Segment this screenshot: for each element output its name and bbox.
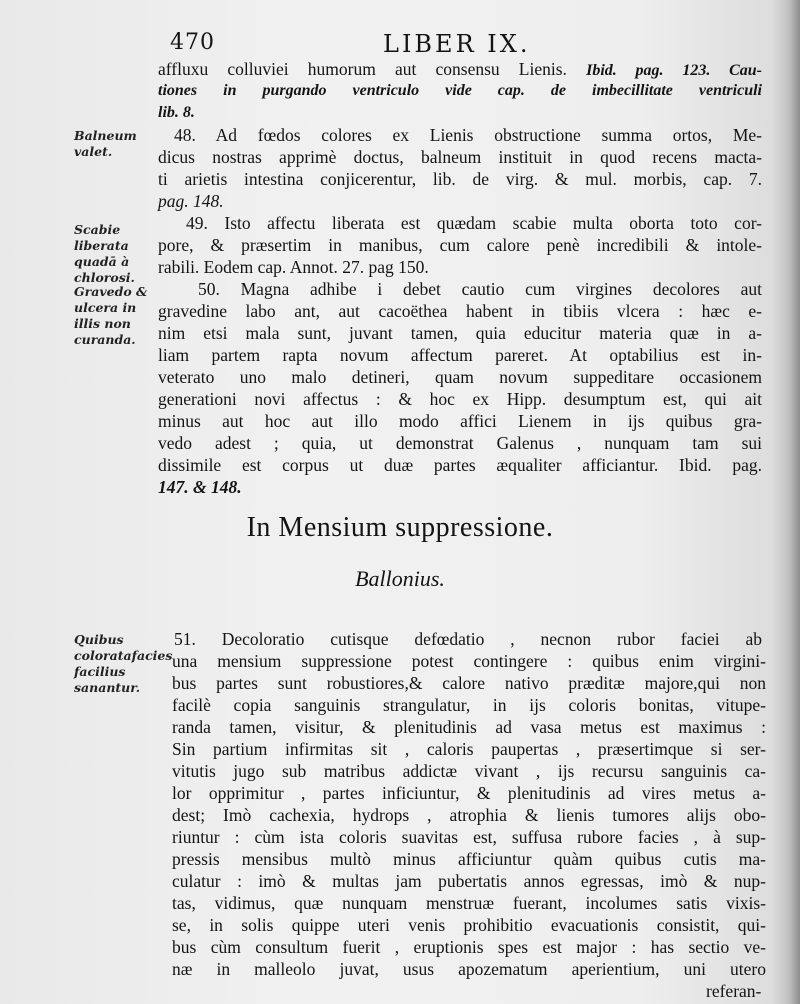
- margin-note-scabie: Scabie liberata quadā à chlorosi.: [74, 222, 135, 285]
- paragraph-51-line: pressis mensibus multò minus afficiuntur quàm quibus cutis ma-: [172, 849, 766, 869]
- paragraph-51-line: lor opprimitur , partes inficiuntur, & plenitudinis ad vires metus a-: [172, 783, 766, 803]
- paragraph-51-line: næ in malleolo juvat, usus apozematum aperientium, uni utero: [172, 959, 766, 979]
- paragraph-49-line: 49. Isto affectu liberata est quædam scabie multa oborta toto cor-: [186, 213, 762, 233]
- paragraph-50-line: veterato uno malo detineri, quam novum suppeditare occasionem: [158, 367, 762, 387]
- paragraph-51-line: culatur : imò & multas jam pubertatis annos egressas, imò & nup-: [172, 871, 766, 891]
- text-line: affluxu colluviei humorum aut consensu Lienis. Ibid. pag. 123. Cau-: [158, 59, 763, 79]
- paragraph-48-line: ti arietis intestina conjicerentur, lib. de virg. & mul. morbis, cap. 7.: [158, 169, 762, 189]
- paragraph-51-line: vitutis jugo sub matribus addictæ vivant , ijs recursu sanguinis ca-: [172, 761, 766, 781]
- paragraph-51-line: riuntur : cùm ista coloris suavitas est, suffusa rubore facies , à sup-: [172, 827, 766, 847]
- paragraph-48-line: dicus nostras apprimè doctus, balneum instituit in quod recens macta-: [158, 147, 762, 167]
- margin-note-gravedo: Gravedo & ulcera in illis non curanda.: [74, 284, 148, 347]
- page-number: 470: [170, 30, 215, 55]
- paragraph-50-line: nim etsi mala sunt, juvant tamen, quia educitur materia quæ in a-: [158, 323, 762, 343]
- paragraph-49-line: rabili. Eodem cap. Annot. 27. pag 150.: [158, 257, 429, 277]
- paragraph-51-line: randa tamen, visitur, & plenitudinis ad vasa metus est maximus :: [172, 717, 766, 737]
- paragraph-48-line: pag. 148.: [158, 191, 224, 211]
- paragraph-51-line: bus partes sunt robustiores,& calore nativo præditæ majore,qui non: [172, 673, 766, 693]
- paragraph-50-line: 147. & 148.: [158, 477, 242, 497]
- paragraph-50-line: liam partem rapta novum affectum pareret. At optabilius est in-: [158, 345, 762, 365]
- paragraph-50-line: 50. Magna adhibe i debet cautio cum virgines decolores aut: [198, 279, 762, 299]
- paragraph-51-line: se, in solis quippe uteri venis prohibitio evacuationis consistit, qui-: [172, 915, 766, 935]
- paragraph-51-line: 51. Decoloratio cutisque defœdatio , necnon rubor faciei ab: [174, 629, 762, 649]
- paragraph-51-line: Sin partium infirmitas sit , caloris paupertas , præsertimque si ser-: [172, 739, 766, 759]
- running-head: LIBER IX.: [383, 30, 531, 58]
- text-line: tiones in purgando ventriculo vide cap. de imbecillitate ventriculi: [158, 82, 762, 99]
- paragraph-51-line: facilè copia sanguinis strangulatur, in ijs coloris bonitas, vitupe-: [172, 695, 766, 715]
- paragraph-51-line: una mensium suppressione potest contingere : quibus enim virgini-: [172, 651, 766, 671]
- margin-note-balneum: Balneum valet.: [74, 128, 137, 159]
- paragraph-50-line: gravedine labo ant, aut cacoëthea habent in tibiis vlcera : hæc e-: [158, 301, 762, 321]
- paragraph-49-line: pore, & præsertim in manibus, cum calore penè incredibili & intole-: [158, 235, 762, 255]
- page-gutter-shadow: [772, 0, 800, 1004]
- paragraph-50-line: generationi novi affectus : & hoc ex Hipp. desumptum est, qui ait: [158, 389, 762, 409]
- page-header: [170, 30, 730, 58]
- margin-note-quibus: Quibus coloratafacies facilius sanantur.: [74, 632, 173, 695]
- paragraph-50-line: dissimile est corpus ut duæ partes æqualiter afficiantur. Ibid. pag.: [158, 455, 762, 475]
- paragraph-51-line: tas, vidimus, quæ nunquam menstruæ fuerant, incolumes satis vixis-: [172, 893, 766, 913]
- section-title: In Mensium suppressione.: [246, 512, 554, 543]
- catchword: referan-: [706, 981, 762, 1001]
- section-author: Ballonius.: [355, 566, 445, 591]
- text-line: lib. 8.: [158, 104, 195, 121]
- paragraph-50-line: minus aut hoc aut illo modo affici Lienem in ijs quibus gra-: [158, 411, 762, 431]
- paragraph-51-line: bus cùm consultum fuerit , eruptionis spes est major : has sectio ve-: [172, 937, 766, 957]
- paragraph-51-line: dest; Imò cachexia, hydrops , atrophia & lienis tumores alijs obo-: [172, 805, 766, 825]
- paragraph-50-line: vedo adest ; quia, ut demonstrat Galenus , nunquam tam sui: [158, 433, 762, 453]
- paragraph-48-line: 48. Ad fœdos colores ex Lienis obstructione summa ortos, Me-: [174, 125, 762, 145]
